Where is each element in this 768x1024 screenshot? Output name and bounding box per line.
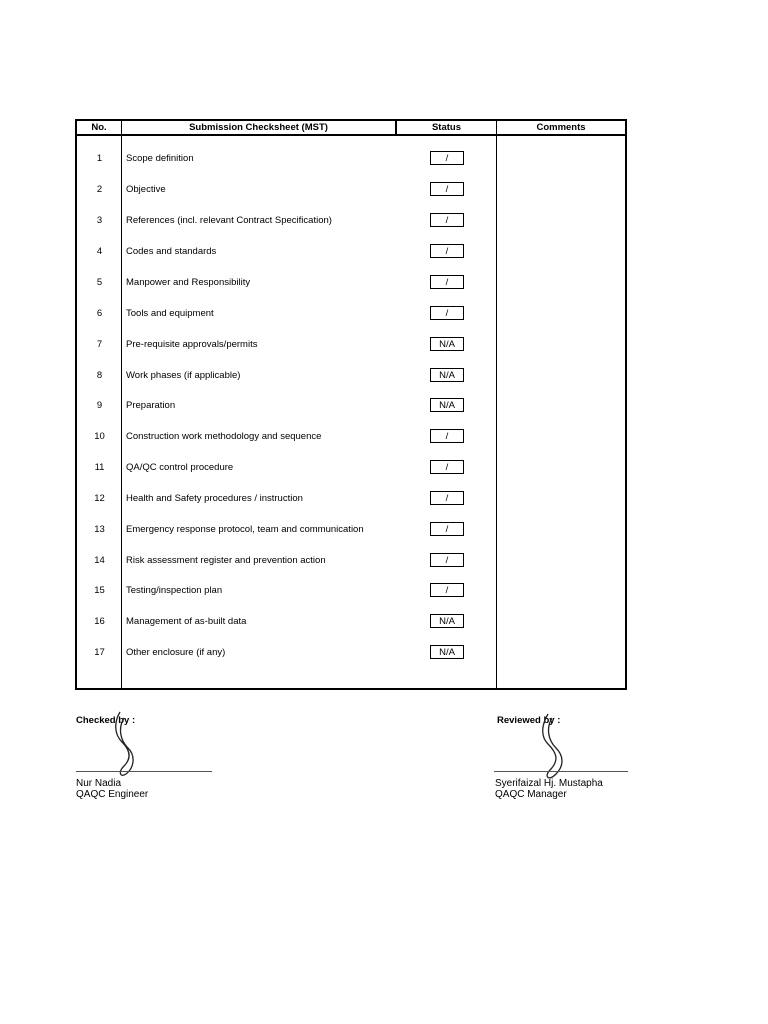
table-row: [77, 210, 629, 230]
header-comments: Comments: [536, 122, 586, 133]
row-item: Pre-requisite approvals/permits: [126, 338, 258, 350]
header-status: Status: [397, 121, 497, 134]
reviewed-by-label: Reviewed by :: [497, 715, 561, 726]
status-box: /: [430, 429, 464, 443]
row-number: 14: [94, 554, 105, 566]
table-row: [77, 241, 629, 261]
row-number: 1: [96, 152, 103, 164]
row-number: 13: [94, 523, 105, 535]
status-box: /: [430, 460, 464, 474]
row-number: 6: [96, 307, 103, 319]
table-row: [77, 426, 629, 446]
table-row: [77, 550, 629, 570]
checksheet-table: [75, 119, 627, 690]
table-row: [77, 611, 629, 631]
status-box: /: [430, 583, 464, 597]
row-item: Tools and equipment: [126, 307, 214, 319]
row-number: 7: [96, 338, 103, 350]
status-box: /: [430, 275, 464, 289]
row-number: 8: [96, 369, 103, 381]
status-box: /: [430, 306, 464, 320]
row-number: 15: [94, 584, 105, 596]
header-item: Submission Checksheet (MST): [122, 121, 397, 134]
header-no: No.: [77, 121, 122, 134]
row-item: Objective: [126, 183, 166, 195]
table-row: [77, 580, 629, 600]
status-box: /: [430, 151, 464, 165]
row-number: 2: [96, 183, 103, 195]
row-number: 16: [94, 615, 105, 627]
row-item: QA/QC control procedure: [126, 461, 234, 473]
table-row: [77, 365, 629, 385]
row-item: Management of as-built data: [126, 615, 247, 627]
row-number: 12: [94, 492, 105, 504]
row-item: Work phases (if applicable): [126, 369, 241, 381]
status-box: N/A: [430, 614, 464, 628]
row-item: Manpower and Responsibility: [126, 276, 251, 288]
row-number: 4: [96, 245, 103, 257]
status-box: /: [430, 553, 464, 567]
row-number: 17: [94, 646, 105, 658]
status-box: /: [430, 182, 464, 196]
checked-by-label: Checked by :: [76, 715, 136, 726]
checked-by-signature-line: [76, 771, 212, 772]
status-box: N/A: [430, 398, 464, 412]
table-row: [77, 488, 629, 508]
row-number: 11: [94, 461, 105, 473]
table-body: [75, 135, 627, 690]
table-row: [77, 272, 629, 292]
table-row: [77, 303, 629, 323]
table-row: [77, 334, 629, 354]
row-number: 9: [96, 399, 103, 411]
table-header-row: [75, 119, 627, 136]
row-item: Testing/inspection plan: [126, 584, 223, 596]
status-box: N/A: [430, 368, 464, 382]
row-number: 10: [94, 430, 105, 442]
row-item: References (incl. relevant Contract Specification): [126, 214, 332, 226]
status-box: N/A: [430, 337, 464, 351]
row-number: 3: [96, 214, 103, 226]
row-item: Health and Safety procedures / instruction: [126, 492, 303, 504]
row-item: Codes and standards: [126, 245, 217, 257]
table-row: [77, 457, 629, 477]
table-row: [77, 148, 629, 168]
status-box: /: [430, 213, 464, 227]
table-row: [77, 642, 629, 662]
status-box: /: [430, 491, 464, 505]
checked-by-role: QAQC Engineer: [76, 789, 149, 800]
status-box: /: [430, 244, 464, 258]
reviewed-by-name: Syerifaizal Hj. Mustapha: [495, 778, 603, 789]
row-item: Emergency response protocol, team and communication: [126, 523, 364, 535]
row-item: Other enclosure (if any): [126, 646, 226, 658]
checked-by-name: Nur Nadia: [76, 778, 122, 789]
reviewed-by-signature-line: [494, 771, 628, 772]
row-item: Construction work methodology and sequence: [126, 430, 322, 442]
row-number: 5: [96, 276, 103, 288]
table-row: [77, 395, 629, 415]
row-item: Risk assessment register and prevention action: [126, 554, 326, 566]
status-box: N/A: [430, 645, 464, 659]
status-box: /: [430, 522, 464, 536]
row-item: Scope definition: [126, 152, 194, 164]
checked-by-signature: [108, 708, 148, 780]
table-row: [77, 179, 629, 199]
row-item: Preparation: [126, 399, 176, 411]
table-row: [77, 519, 629, 539]
reviewed-by-role: QAQC Manager: [495, 789, 567, 800]
